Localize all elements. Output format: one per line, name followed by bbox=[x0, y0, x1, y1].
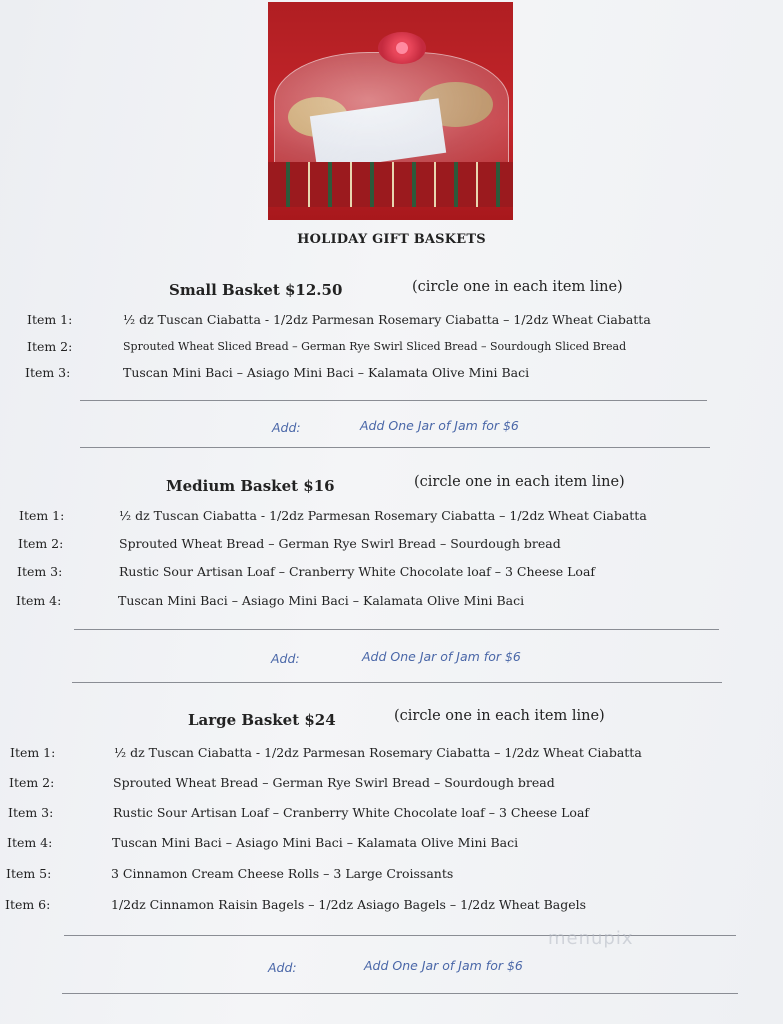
page-title: HOLIDAY GIFT BASKETS bbox=[297, 232, 486, 247]
item-label: Item 5: bbox=[6, 866, 52, 881]
divider bbox=[74, 629, 719, 630]
item-label: Item 4: bbox=[16, 593, 62, 608]
item-options: 1/2dz Cinnamon Raisin Bagels – 1/2dz Asiago Bagels – 1/2dz Wheat Bagels bbox=[111, 897, 587, 912]
add-jam-option: Add One Jar of Jam for $6 bbox=[360, 418, 519, 433]
bow-knot-icon bbox=[396, 42, 408, 54]
item-label: Item 3: bbox=[8, 805, 54, 820]
item-options: ½ dz Tuscan Ciabatta - 1/2dz Parmesan Rosemary Ciabatta – 1/2dz Wheat Ciabatta bbox=[114, 745, 642, 760]
item-options: Rustic Sour Artisan Loaf – Cranberry White Chocolate loaf – 3 Cheese Loaf bbox=[113, 805, 590, 820]
item-options: 3 Cinnamon Cream Cheese Rolls – 3 Large Croissants bbox=[111, 866, 454, 881]
small-basket-note: (circle one in each item line) bbox=[412, 279, 623, 295]
item-options: Tuscan Mini Baci – Asiago Mini Baci – Kalamata Olive Mini Baci bbox=[112, 835, 519, 850]
item-label: Item 6: bbox=[5, 897, 51, 912]
divider bbox=[72, 682, 722, 683]
item-label: Item 1: bbox=[10, 745, 56, 760]
item-label: Item 2: bbox=[9, 775, 55, 790]
cellophane-wrap-shape bbox=[274, 52, 509, 174]
item-label: Item 1: bbox=[19, 508, 65, 523]
divider bbox=[80, 400, 707, 401]
gift-basket-photo bbox=[268, 2, 513, 220]
large-basket-note: (circle one in each item line) bbox=[394, 708, 605, 724]
item-options: Sprouted Wheat Sliced Bread – German Rye Swirl Sliced Bread – Sourdough Sliced Bread bbox=[123, 340, 627, 353]
item-label: Item 2: bbox=[18, 536, 64, 551]
item-options: Tuscan Mini Baci – Asiago Mini Baci – Kalamata Olive Mini Baci bbox=[118, 593, 525, 608]
add-label: Add: bbox=[271, 651, 300, 666]
watermark: menupix bbox=[548, 928, 634, 949]
add-jam-option: Add One Jar of Jam for $6 bbox=[362, 649, 521, 664]
item-options: Sprouted Wheat Bread – German Rye Swirl Bread – Sourdough bread bbox=[113, 775, 555, 790]
item-options: Sprouted Wheat Bread – German Rye Swirl Bread – Sourdough bread bbox=[119, 536, 561, 551]
add-jam-option: Add One Jar of Jam for $6 bbox=[364, 958, 523, 973]
item-options: ½ dz Tuscan Ciabatta - 1/2dz Parmesan Rosemary Ciabatta – 1/2dz Wheat Ciabatta bbox=[119, 508, 647, 523]
item-options: ½ dz Tuscan Ciabatta - 1/2dz Parmesan Rosemary Ciabatta – 1/2dz Wheat Ciabatta bbox=[123, 312, 651, 327]
divider bbox=[64, 935, 736, 936]
divider bbox=[62, 993, 738, 994]
item-options: Tuscan Mini Baci – Asiago Mini Baci – Kalamata Olive Mini Baci bbox=[123, 365, 530, 380]
item-label: Item 2: bbox=[27, 339, 73, 354]
item-label: Item 3: bbox=[17, 564, 63, 579]
small-basket-title: Small Basket $12.50 bbox=[169, 281, 343, 299]
medium-basket-note: (circle one in each item line) bbox=[414, 474, 625, 490]
add-label: Add: bbox=[272, 420, 301, 435]
basket-box-shape bbox=[268, 162, 513, 207]
large-basket-title: Large Basket $24 bbox=[188, 711, 336, 729]
item-label: Item 3: bbox=[25, 365, 71, 380]
medium-basket-title: Medium Basket $16 bbox=[166, 477, 335, 495]
divider bbox=[80, 447, 710, 448]
item-options: Rustic Sour Artisan Loaf – Cranberry White Chocolate loaf – 3 Cheese Loaf bbox=[119, 564, 596, 579]
item-label: Item 1: bbox=[27, 312, 73, 327]
item-label: Item 4: bbox=[7, 835, 53, 850]
add-label: Add: bbox=[268, 960, 297, 975]
